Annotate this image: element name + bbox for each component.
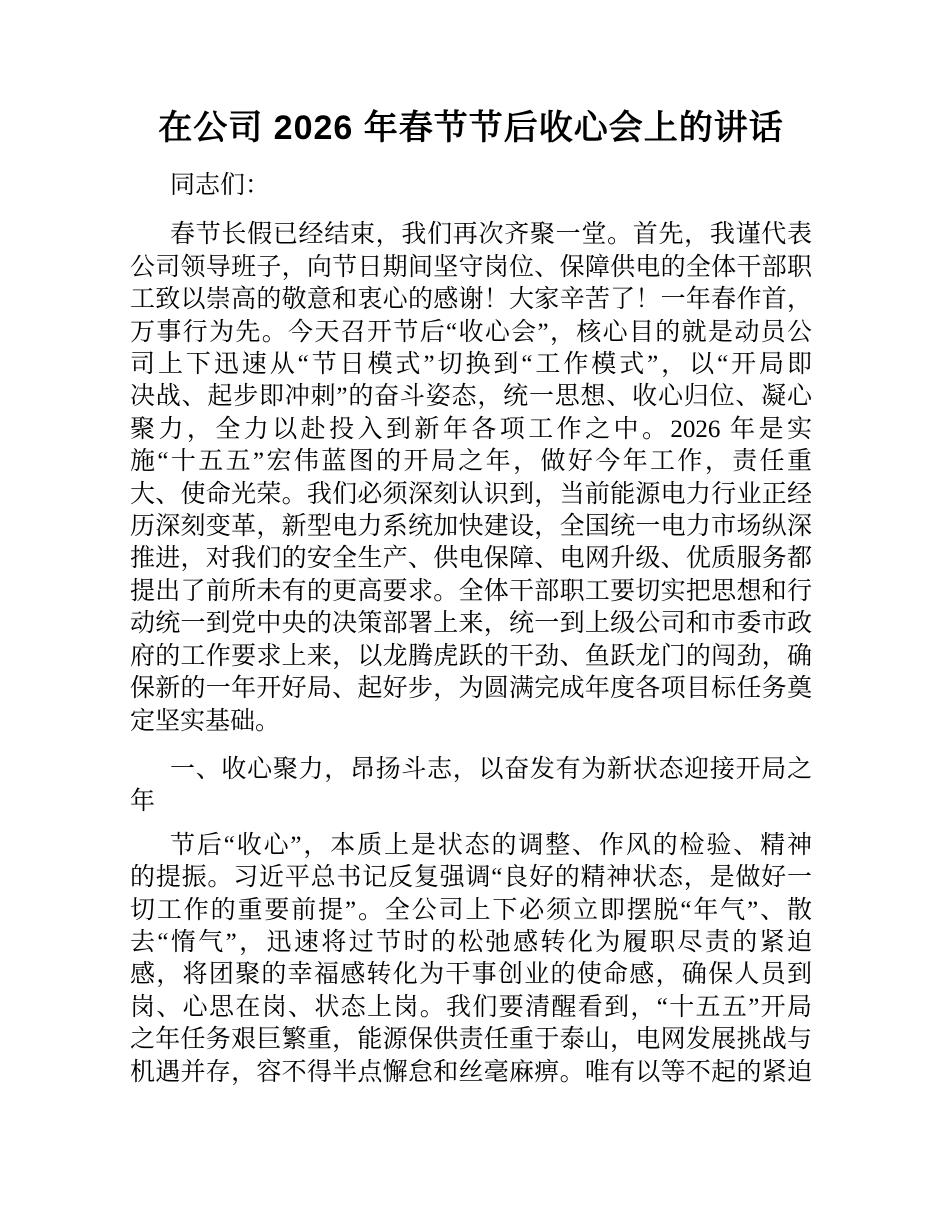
heading-line: 年 xyxy=(130,788,156,816)
salutation: 同志们： xyxy=(170,172,271,199)
paragraph-line: 去“惰气”，迅速将过节时的松弛感转化为履职尽责的紧迫 xyxy=(130,928,812,956)
paragraph-line: 岗、心思在岗、状态上岗。我们要清醒看到，“十五五”开局 xyxy=(130,993,812,1021)
paragraph-line: 春节长假已经结束，我们再次齐聚一堂。首先，我谨代表 xyxy=(170,221,812,249)
paragraph-line: 万事行为先。今天召开节后“收心会”，核心目的就是动员公 xyxy=(130,318,812,346)
document-title: 在公司 2026 年春节节后收心会上的讲话 xyxy=(158,109,784,147)
document-body xyxy=(130,219,812,1089)
paragraph-line: 工致以崇高的敬意和衷心的感谢！大家辛苦了！一年春作首， xyxy=(130,286,812,314)
paragraph-line: 机遇并存，容不得半点懈怠和丝毫麻痹。唯有以等不起的紧迫 xyxy=(130,1058,812,1086)
paragraph-line: 大、使命光荣。我们必须深刻认识到，当前能源电力行业正经 xyxy=(130,480,812,508)
section-heading xyxy=(130,754,812,819)
paragraph-line: 动统一到党中央的决策部署上来，统一到上级公司和市委市政 xyxy=(130,610,812,638)
paragraph-line: 决战、起步即冲刺”的奋斗姿态，统一思想、收心归位、凝心 xyxy=(130,383,812,411)
paragraph-line: 公司领导班子，向节日期间坚守岗位、保障供电的全体干部职 xyxy=(130,253,812,281)
paragraph-line: 切工作的重要前提”。全公司上下必须立即摆脱“年气”、散 xyxy=(130,896,812,924)
paragraph-line: 定坚实基础。 xyxy=(130,707,281,735)
paragraph-line: 历深刻变革，新型电力系统加快建设，全国统一电力市场纵深 xyxy=(130,513,812,541)
body-paragraph xyxy=(130,219,812,738)
paragraph-line: 府的工作要求上来，以龙腾虎跃的干劲、鱼跃龙门的闯劲，确 xyxy=(130,642,812,670)
body-paragraph xyxy=(130,830,812,1089)
paragraph-line: 施“十五五”宏伟蓝图的开局之年，做好今年工作，责任重 xyxy=(130,448,812,476)
paragraph-line: 感，将团聚的幸福感转化为干事创业的使命感，确保人员到 xyxy=(130,961,812,989)
paragraph-line: 提出了前所未有的更高要求。全体干部职工要切实把思想和行 xyxy=(130,577,812,605)
paragraph-line: 之年任务艰巨繁重，能源保供责任重于泰山，电网发展挑战与 xyxy=(130,1026,812,1054)
paragraph-line: 司上下迅速从“节日模式”切换到“工作模式”，以“开局即 xyxy=(130,351,812,379)
paragraph-line: 推进，对我们的安全生产、供电保障、电网升级、优质服务都 xyxy=(130,545,812,573)
heading-line: 一、收心聚力，昂扬斗志，以奋发有为新状态迎接开局之 xyxy=(170,755,812,783)
paragraph-line: 的提振。习近平总书记反复强调“良好的精神状态，是做好一 xyxy=(130,864,812,892)
paragraph-line: 节后“收心”，本质上是状态的调整、作风的检验、精神 xyxy=(170,831,812,859)
paragraph-line: 保新的一年开好局、起好步，为圆满完成年度各项目标任务奠 xyxy=(130,675,812,703)
paragraph-line: 聚力，全力以赴投入到新年各项工作之中。2026 年是实 xyxy=(130,415,812,443)
